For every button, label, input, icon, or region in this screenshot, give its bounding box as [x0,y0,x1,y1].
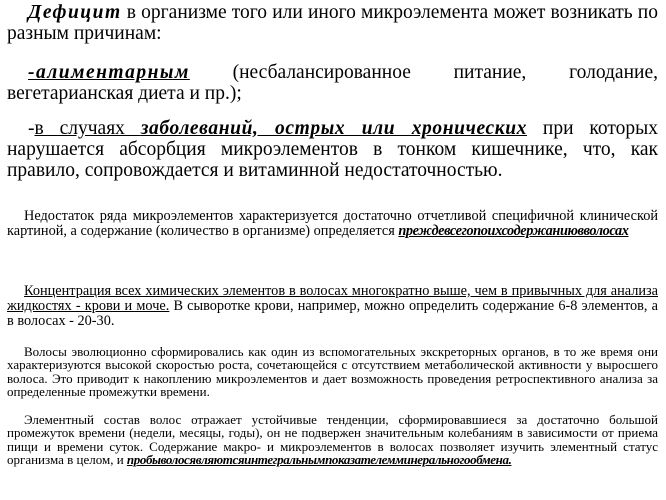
paragraph-deficiency [7,209,658,239]
dash: - [28,118,35,139]
paragraph-deficit-text: в организме того или иного микроэлемента может возникать по разным причинам: [7,2,658,44]
term-deficit: Дефицит [28,2,122,23]
paragraph-concentration-underlined: Концентрация всех химических элементов в волосах многократно выше, чем в привычных для анализа жидкостях - крови и моче. [7,283,658,314]
paragraph-diseases [7,118,658,181]
paragraph-element-composition-text: Элементный состав волос отражает устойчивые тенденции, сформировавшиеся за достаточно большой промежуток времени (недели, месяцы, годы), он не подвержен значительным колебаниям в зависимости от приема пищи и времени суток. Содержание макро- и микроэлементов в волосах позволяет изучить элементный статус организма в целом, и [7,412,658,468]
paragraph-concentration [7,284,658,329]
paragraph-hair-evolution [7,345,658,399]
term-integral-indicator: пробыволосявляютсяинтегральнымпоказателемминеральногообмена. [126,452,512,468]
paragraph-diseases-text: при которых нарушается абсорбция микроэлементов в тонком кишечнике, что, как правило, сопровождается и витаминной недостаточностью. [7,118,659,181]
paragraph-deficit [7,2,658,44]
paragraph-diseases-lead: в случаях [34,118,141,139]
term-hair-content: преждевсегопоихсодержаниювволосах [398,223,629,239]
paragraph-element-composition [7,413,658,467]
term-alimentary: -алиментарным [28,62,190,83]
paragraph-alimentary-text: (несбалансированное питание, голодание, вегетарианская диета и пр.); [7,62,658,104]
paragraph-alimentary [7,62,658,104]
paragraph-concentration-text: В сыворотке крови, например, можно определить содержание 6-8 элементов, а в волосах - 20-30. [7,298,658,329]
paragraph-hair-evolution-text: Волосы эволюционно сформировались как один из вспомогательных экскреторных органов, в то же время они характеризуются высокой скоростью роста, сочетающейся с отсутствием метаболической активности у выросшего волоса. Это приводит к накоплению микроэлементов и дает возможность проведения ретроспективного анализа за определенные промежутки времени. [7,344,658,400]
term-diseases: заболеваний, острых или хронических [140,118,527,139]
paragraph-deficiency-text: Недостаток ряда микроэлементов характеризуется достаточно отчетливой специфичной клинической картиной, а содержание (количество в организме) определяется [7,208,658,239]
